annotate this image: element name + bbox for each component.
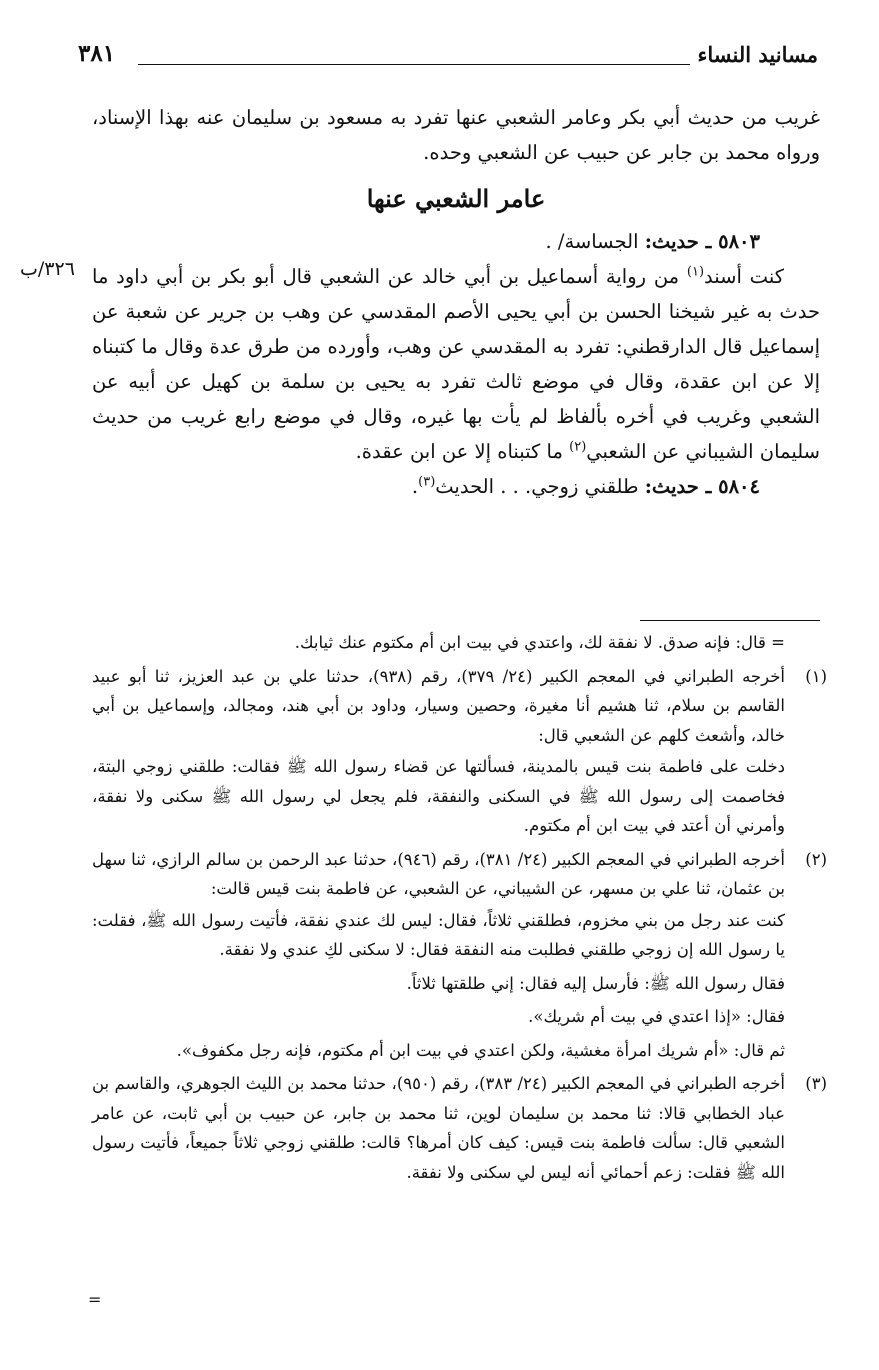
header-rule <box>138 64 690 65</box>
footnotes <box>92 628 827 1191</box>
quote-text: فقال: «إذا اعتدي في بيت أم شريك». <box>528 1007 785 1026</box>
footnote-text: أخرجه الطبراني في المعجم الكبير (٢٤/ ٣٨١)، رقم (٩٤٦)، حدثنا عبد الرحمن بن سالم الرازي، ثنا سهل بن عثمان، ثنا علي بن مسهر، عن الشيباني، عن الشعبي، عن فاطمة بنت قيس قالت: <box>92 849 785 898</box>
footnote-quote <box>92 906 785 1066</box>
running-title: مسانيد النساء <box>697 42 818 67</box>
quote-text: فقال رسول الله ﷺ: فأرسل إليه فقال: إني طلقتها ثلاثاً. <box>406 973 785 993</box>
commentary-part: من رواية أسماعيل بن أبي خالد عن الشعبي قال أبو بكر بن أبي داود ما حدث به غير شيخنا الحسن بن أبي يحيى الأصم المقدسي عن وهب بن جرير عن شعبة عن إسماعيل قال الدارقطني: تفرد به المقدسي عن وهب، وأورده من طرق عدة وقال ما كتبناه إلا عن ابن عقدة، وقال في موضع ثالث تفرد به يحيى بن سلمة بن كهيل عن أبيه عن الشعبي وغريب في أخره بألفاظ لم يأت بها غيره، وقال في موضع رابع غريب من حديث سليمان الشيباني عن الشعبي <box>92 265 820 463</box>
footnote-ref-1[interactable]: (١) <box>686 264 705 280</box>
footnote-ref-3[interactable]: (٣) <box>418 474 436 490</box>
footnote-number: (١) <box>805 666 827 686</box>
commentary-part: ما كتبناه إلا عن ابن عقدة. <box>355 440 570 463</box>
hadith-end: . <box>411 475 419 498</box>
hadith-5804 <box>92 469 760 504</box>
quote-text: ثم قال: «أم شريك امرأة مغشية، ولكن اعتدي في بيت ابن أم مكتوم، فإنه رجل مكفوف». <box>176 1040 785 1060</box>
hadith-5803 <box>92 224 760 259</box>
quote-text: دخلت على فاطمة بنت قيس بالمدينة، فسألتها عن قضاء رسول الله ﷺ فقالت: طلقني زوجي البتة، فخاصمت إلى رسول الله ﷺ في السكنى والنفقة، فلم يجعل لي رسول الله ﷺ سكنى ولا نفقة، وأمرني أن أعتد في بيت ابن أم مكتوم. <box>92 757 785 835</box>
intro-paragraph: غريب من حديث أبي بكر وعامر الشعبي عنها تفرد به مسعود بن سليمان عنه بهذا الإسناد، ورواه محمد بن جابر عن حبيب عن الشعبي وحده. <box>92 106 820 164</box>
commentary-paragraph <box>92 259 820 469</box>
footnote-3 <box>92 1069 827 1187</box>
quote-text: كنت عند رجل من بني مخزوم، فطلقني ثلاثاً، فقال: ليس لك عندي نفقة، فأتيت رسول الله ﷺ، فقلت: يا رسول الله إن زوجي طلقني فطلبت منه النفقة فقال: لا سكنى لكِ عندي ولا نفقة. <box>92 910 785 959</box>
footnote-ref-2[interactable]: (٢) <box>569 439 587 455</box>
footnote-text: أخرجه الطبراني في المعجم الكبير (٢٤/ ٣٧٩)، رقم (٩٣٨)، حدثنا علي بن عبد العزيز، ثنا أبو عبيد القاسم بن سلام، ثنا هشيم أنا مغيرة، وحصين وسيار، وداود بن أبي هند، ومجالد، وإسماعيل بن أبي خالد، وأشعث كلهم عن الشعبي قال: <box>92 666 786 745</box>
hadith-text: طلقني زوجي. . . الحديث <box>435 475 639 498</box>
hadith-number: ٥٨٠٣ ـ حديث: <box>644 230 760 253</box>
footnote-1 <box>92 662 827 841</box>
footnote-text: = قال: فإنه صدق. لا نفقة لك، واعتدي في بيت ابن أم مكتوم عنك ثيابك. <box>294 633 785 652</box>
main-text <box>92 100 820 504</box>
hadith-text: الجساسة/ . <box>545 230 639 253</box>
page-header <box>78 42 818 74</box>
footnote-2 <box>92 845 827 1066</box>
footnote-number: (٣) <box>805 1074 827 1093</box>
page-number: ٣٨١ <box>78 40 116 67</box>
footnote-text: أخرجه الطبراني في المعجم الكبير (٢٤/ ٣٨٣)، رقم (٩٥٠)، حدثنا محمد بن الليث الجوهري، والقاسم بن عباد الخطابي قالا: ثنا محمد بن سليمان لوين، ثنا محمد بن جابر، عن حبيب بن أبي ثابت، عن عامر الشعبي قال: سألت فاطمة بنت قيس: كيف كان أمرها؟ قالت: طلقني زوجي ثلاثاً جميعاً، فأتيت رسول الله ﷺ فقلت: زعم أحمائي أنه ليس لي سكنى ولا نفقة. <box>92 1074 785 1182</box>
footnote-number: (٢) <box>805 849 827 869</box>
commentary-part: كنت أسند <box>704 265 784 288</box>
footnote-continuation <box>92 628 827 658</box>
continuation-mark: = <box>88 1290 102 1309</box>
section-heading: عامر الشعبي عنها <box>366 184 546 213</box>
footnote-separator <box>640 620 820 621</box>
margin-folio-note: ٣٢٦/ب <box>20 258 75 280</box>
hadith-number: ٥٨٠٤ ـ حديث: <box>644 475 760 498</box>
footnote-quote <box>92 752 785 841</box>
